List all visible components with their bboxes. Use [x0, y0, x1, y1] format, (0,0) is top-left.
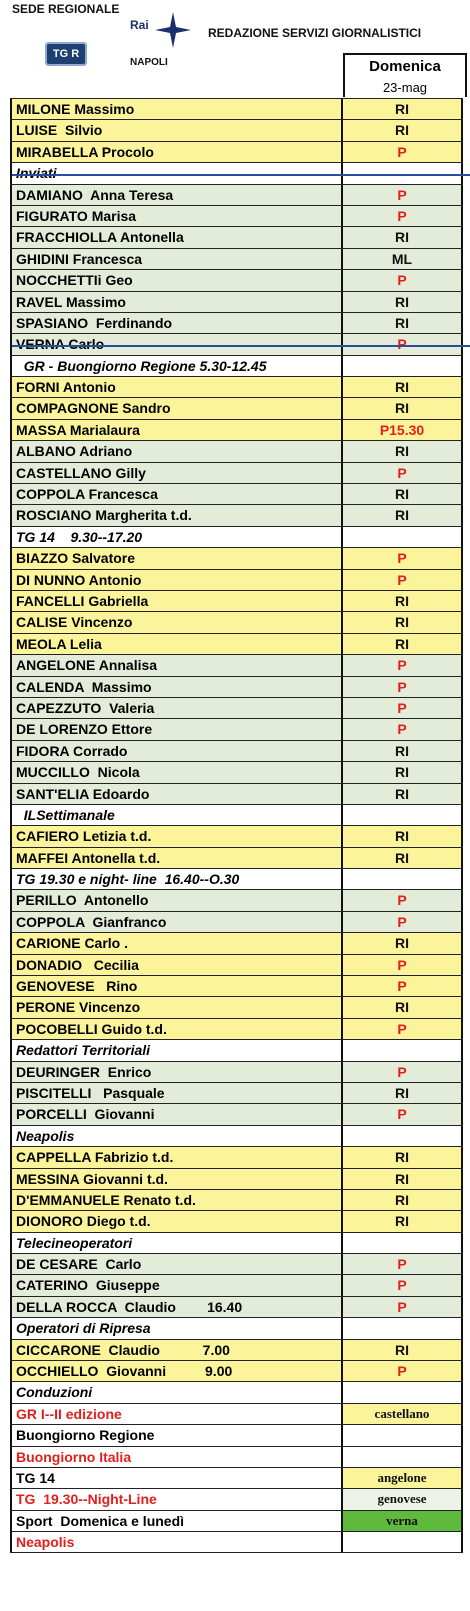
shift-value: RI	[343, 1340, 463, 1360]
shift-value: RI	[343, 377, 463, 397]
section-row	[10, 868, 463, 889]
shift-value: RI	[343, 120, 463, 140]
section-row	[10, 1381, 463, 1402]
staff-name: ROSCIANO Margherita t.d.	[10, 505, 343, 525]
shift-value: castellano	[343, 1404, 463, 1424]
section-row	[10, 804, 463, 825]
staff-name: GENOVESE Rino	[10, 976, 343, 996]
staff-name: COPPOLA Gianfranco	[10, 912, 343, 932]
table-row	[10, 483, 463, 504]
table-row	[10, 440, 463, 461]
section-row	[10, 1125, 463, 1146]
shift-value: P15.30	[343, 420, 463, 440]
staff-name: CATERINO Giuseppe	[10, 1275, 343, 1295]
table-row	[10, 975, 463, 996]
table-row	[10, 226, 463, 247]
table-row	[10, 1082, 463, 1103]
staff-name: MESSINA Giovanni t.d.	[10, 1169, 343, 1189]
shift-value: RI	[343, 997, 463, 1017]
table-row	[10, 1189, 463, 1210]
shift-value: P	[343, 142, 463, 162]
section-title: GR - Buongiorno Regione 5.30-12.45	[10, 356, 343, 376]
shift-value: P	[343, 698, 463, 718]
table-row	[10, 783, 463, 804]
staff-name: DEURINGER Enrico	[10, 1062, 343, 1082]
shift-value	[343, 1532, 463, 1551]
staff-name: CAPPELLA Fabrizio t.d.	[10, 1147, 343, 1167]
staff-name: MAFFEI Antonella t.d.	[10, 848, 343, 868]
table-row	[10, 141, 463, 162]
staff-name: NOCCHETTIi Geo	[10, 270, 343, 290]
shift-value: P	[343, 976, 463, 996]
table-row	[10, 1403, 463, 1424]
rai-logo: Rai	[130, 18, 149, 32]
table-row	[10, 911, 463, 932]
shift-value: P	[343, 548, 463, 568]
schedule-table	[10, 98, 463, 1553]
table-row	[10, 248, 463, 269]
table-row	[10, 761, 463, 782]
shift-value: RI	[343, 612, 463, 632]
staff-name: Neapolis	[10, 1532, 343, 1551]
sede-label: SEDE REGIONALE	[12, 2, 120, 16]
table-row	[10, 1146, 463, 1167]
table-row	[10, 397, 463, 418]
shift-value: RI	[343, 848, 463, 868]
table-row	[10, 312, 463, 333]
shift-value: RI	[343, 313, 463, 333]
staff-name: DI NUNNO Antonio	[10, 570, 343, 590]
staff-name: POCOBELLI Guido t.d.	[10, 1019, 343, 1039]
table-row	[10, 633, 463, 654]
shift-value: RI	[343, 505, 463, 525]
table-row	[10, 676, 463, 697]
shift-value	[343, 1040, 463, 1060]
staff-name: TG 19.30--Night-Line	[10, 1489, 343, 1509]
section-title: Telecineoperatori	[10, 1233, 343, 1253]
staff-name: MIRABELLA Procolo	[10, 142, 343, 162]
table-row	[10, 1210, 463, 1231]
section-title: ILSettimanale	[10, 805, 343, 825]
table-row	[10, 1510, 463, 1531]
staff-name: DELLA ROCCA Claudio 16.40	[10, 1297, 343, 1317]
staff-name: FRACCHIOLLA Antonella	[10, 227, 343, 247]
tgr-logo: TG R	[45, 42, 87, 66]
table-row	[10, 932, 463, 953]
shift-value	[343, 527, 463, 547]
staff-name: GHIDINI Francesca	[10, 249, 343, 269]
shift-value: P	[343, 1104, 463, 1124]
staff-name: MEOLA Lelia	[10, 634, 343, 654]
shift-value: P	[343, 955, 463, 975]
table-row	[10, 1339, 463, 1360]
shift-value: P	[343, 912, 463, 932]
table-row	[10, 1296, 463, 1317]
table-row	[10, 1488, 463, 1509]
table-row	[10, 1061, 463, 1082]
staff-name: FANCELLI Gabriella	[10, 591, 343, 611]
shift-value	[343, 1126, 463, 1146]
staff-name: CARIONE Carlo .	[10, 933, 343, 953]
table-row	[10, 590, 463, 611]
staff-name: MASSA Marialaura	[10, 420, 343, 440]
divider-blue	[12, 345, 470, 347]
table-row	[10, 462, 463, 483]
staff-name: CAPEZZUTO Valeria	[10, 698, 343, 718]
shift-value	[343, 805, 463, 825]
table-row	[10, 1253, 463, 1274]
shift-value: genovese	[343, 1489, 463, 1509]
table-row	[10, 376, 463, 397]
table-row	[10, 1467, 463, 1488]
section-title: Operatori di Ripresa	[10, 1318, 343, 1338]
shift-value: RI	[343, 1147, 463, 1167]
staff-name: Sport Domenica e lunedì	[10, 1511, 343, 1531]
table-row	[10, 1424, 463, 1445]
staff-name: D'EMMANUELE Renato t.d.	[10, 1190, 343, 1210]
section-row	[10, 355, 463, 376]
shift-value: RI	[343, 1211, 463, 1231]
table-row	[10, 291, 463, 312]
section-title: Conduzioni	[10, 1382, 343, 1402]
shift-value: RI	[343, 826, 463, 846]
shift-value: RI	[343, 1169, 463, 1189]
table-row	[10, 333, 463, 354]
table-row	[10, 611, 463, 632]
section-row	[10, 162, 463, 183]
section-row	[10, 526, 463, 547]
table-row	[10, 419, 463, 440]
shift-value	[343, 356, 463, 376]
staff-name: ANGELONE Annalisa	[10, 655, 343, 675]
table-row	[10, 269, 463, 290]
table-row	[10, 847, 463, 868]
section-row	[10, 1232, 463, 1253]
staff-name: LUISE Silvio	[10, 120, 343, 140]
staff-name: DIONORO Diego t.d.	[10, 1211, 343, 1231]
shift-value	[343, 1233, 463, 1253]
shift-value: RI	[343, 741, 463, 761]
shift-value: RI	[343, 933, 463, 953]
staff-name: GR I--II edizione	[10, 1404, 343, 1424]
staff-name: FORNI Antonio	[10, 377, 343, 397]
shift-value: ML	[343, 249, 463, 269]
table-row	[10, 889, 463, 910]
table-row	[10, 996, 463, 1017]
shift-value: P	[343, 463, 463, 483]
shift-value: verna	[343, 1511, 463, 1531]
table-row	[10, 504, 463, 525]
staff-name: TG 14	[10, 1468, 343, 1488]
staff-name: MUCCILLO Nicola	[10, 762, 343, 782]
shift-value: P	[343, 719, 463, 739]
shift-value: RI	[343, 398, 463, 418]
table-row	[10, 697, 463, 718]
table-row	[10, 547, 463, 568]
section-title: TG 19.30 e night- line 16.40--O.30	[10, 869, 343, 889]
staff-name: CAFIERO Letizia t.d.	[10, 826, 343, 846]
shift-value: P	[343, 570, 463, 590]
staff-name: SPASIANO Ferdinando	[10, 313, 343, 333]
staff-name: MILONE Massimo	[10, 99, 343, 119]
shift-value: P	[343, 1254, 463, 1274]
staff-name: CALISE Vincenzo	[10, 612, 343, 632]
section-title: Redattori Territoriali	[10, 1040, 343, 1060]
staff-name: DE CESARE Carlo	[10, 1254, 343, 1274]
staff-name: BIAZZO Salvatore	[10, 548, 343, 568]
table-row	[10, 1446, 463, 1467]
staff-name: PERILLO Antonello	[10, 890, 343, 910]
table-row	[10, 825, 463, 846]
table-row	[10, 954, 463, 975]
shift-value	[343, 1382, 463, 1402]
staff-name: FIGURATO Marisa	[10, 206, 343, 226]
shift-value	[343, 1318, 463, 1338]
shift-value: RI	[343, 762, 463, 782]
section-row	[10, 1039, 463, 1060]
date-header: 23-mag	[343, 78, 467, 97]
shift-value: RI	[343, 227, 463, 247]
staff-name: Buongiorno Regione	[10, 1425, 343, 1445]
table-row	[10, 718, 463, 739]
staff-name: PORCELLI Giovanni	[10, 1104, 343, 1124]
shift-value: angelone	[343, 1468, 463, 1488]
table-row	[10, 1103, 463, 1124]
napoli-label: NAPOLI	[130, 57, 168, 68]
shift-value: RI	[343, 99, 463, 119]
header	[0, 0, 470, 100]
shift-value: RI	[343, 634, 463, 654]
shift-value: RI	[343, 1083, 463, 1103]
staff-name: CALENDA Massimo	[10, 677, 343, 697]
table-row	[10, 1274, 463, 1295]
table-row	[10, 205, 463, 226]
staff-name: COPPOLA Francesca	[10, 484, 343, 504]
rai-star-icon	[155, 12, 191, 48]
shift-value: RI	[343, 1190, 463, 1210]
shift-value: P	[343, 1019, 463, 1039]
staff-name: RAVEL Massimo	[10, 292, 343, 312]
shift-value: RI	[343, 441, 463, 461]
staff-name: DONADIO Cecilia	[10, 955, 343, 975]
divider-blue	[12, 174, 470, 176]
shift-value: P	[343, 206, 463, 226]
table-row	[10, 1531, 463, 1552]
staff-name: OCCHIELLO Giovanni 9.00	[10, 1361, 343, 1381]
staff-name: SANT'ELIA Edoardo	[10, 784, 343, 804]
table-row	[10, 654, 463, 675]
table-row	[10, 740, 463, 761]
shift-value: P	[343, 1297, 463, 1317]
shift-value: P	[343, 677, 463, 697]
day-header: Domenica	[343, 53, 467, 79]
staff-name: Buongiorno Italia	[10, 1447, 343, 1467]
section-row	[10, 1317, 463, 1338]
redazione-title: REDAZIONE SERVIZI GIORNALISTICI	[208, 26, 422, 40]
staff-name: CASTELLANO Gilly	[10, 463, 343, 483]
staff-name: DE LORENZO Ettore	[10, 719, 343, 739]
table-row	[10, 98, 463, 119]
shift-value	[343, 1447, 463, 1467]
shift-value: RI	[343, 591, 463, 611]
staff-name: CICCARONE Claudio 7.00	[10, 1340, 343, 1360]
section-title: TG 14 9.30--17.20	[10, 527, 343, 547]
shift-value: P	[343, 1062, 463, 1082]
staff-name: PISCITELLI Pasquale	[10, 1083, 343, 1103]
shift-value: RI	[343, 292, 463, 312]
table-row	[10, 1168, 463, 1189]
table-row	[10, 184, 463, 205]
shift-value: P	[343, 1275, 463, 1295]
table-row	[10, 1018, 463, 1039]
shift-value	[343, 1425, 463, 1445]
shift-value: P	[343, 185, 463, 205]
staff-name: DAMIANO Anna Teresa	[10, 185, 343, 205]
shift-value: P	[343, 270, 463, 290]
staff-name: COMPAGNONE Sandro	[10, 398, 343, 418]
staff-name: ALBANO Adriano	[10, 441, 343, 461]
shift-value: RI	[343, 784, 463, 804]
section-title: Neapolis	[10, 1126, 343, 1146]
shift-value: P	[343, 890, 463, 910]
staff-name: FIDORA Corrado	[10, 741, 343, 761]
table-row	[10, 1360, 463, 1381]
shift-value	[343, 869, 463, 889]
shift-value: P	[343, 1361, 463, 1381]
shift-value: P	[343, 655, 463, 675]
table-row	[10, 569, 463, 590]
table-row	[10, 119, 463, 140]
staff-name: PERONE Vincenzo	[10, 997, 343, 1017]
shift-value: RI	[343, 484, 463, 504]
